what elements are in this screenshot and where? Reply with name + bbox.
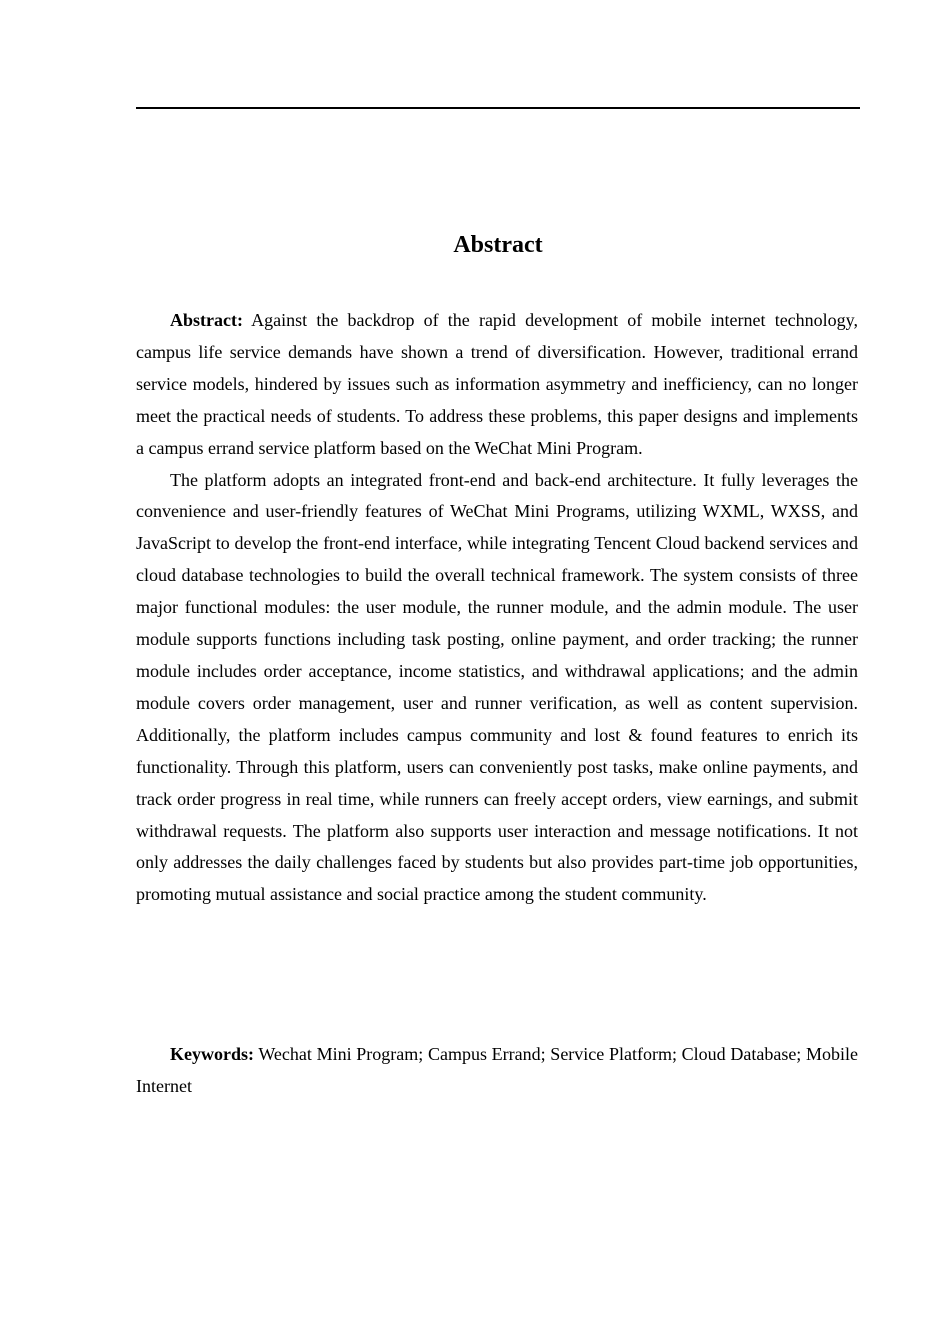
keywords-line	[136, 1039, 858, 1103]
abstract-paragraph-1	[136, 305, 858, 465]
abstract-lead-label: Abstract:	[170, 310, 243, 330]
abstract-paragraph-2: The platform adopts an integrated front-end and back-end architecture. It fully leverages the convenience and user-friendly features of WeChat Mini Programs, utilizing WXML, WXSS, and JavaScript to develop the front-end interface, while integrating Tencent Cloud backend services and cloud database technologies to build the overall technical framework. The system consists of three major functional modules: the user module, the runner module, and the admin module. The user module supports functions including task posting, online payment, and order tracking; the runner module includes order acceptance, income statistics, and withdrawal applications; and the admin module covers order management, user and runner verification, as well as content supervision. Additionally, the platform includes campus community and lost & found features to enrich its functionality. Through this platform, users can conveniently post tasks, make online payments, and track order progress in real time, while runners can freely accept orders, view earnings, and submit withdrawal requests. The platform also supports user interaction and message notifications. It not only addresses the daily challenges faced by students but also provides part-time job opportunities, promoting mutual assistance and social practice among the student community.	[136, 469, 858, 905]
page-title: Abstract	[453, 232, 543, 258]
abstract-paragraph-1-text: Against the backdrop of the rapid development of mobile internet technology, campus life service demands have shown a trend of diversification. However, traditional errand service models, hindered by issues such as information asymmetry and inefficiency, can no longer meet the practical needs of students. To address these problems, this paper designs and implements a campus errand service platform based on the WeChat Mini Program.	[136, 310, 859, 458]
header-rule	[136, 107, 860, 109]
abstract-body	[136, 305, 858, 911]
keywords-label: Keywords:	[170, 1044, 254, 1064]
keywords-text: Wechat Mini Program; Campus Errand; Service Platform; Cloud Database; Mobile Internet	[136, 1044, 858, 1096]
